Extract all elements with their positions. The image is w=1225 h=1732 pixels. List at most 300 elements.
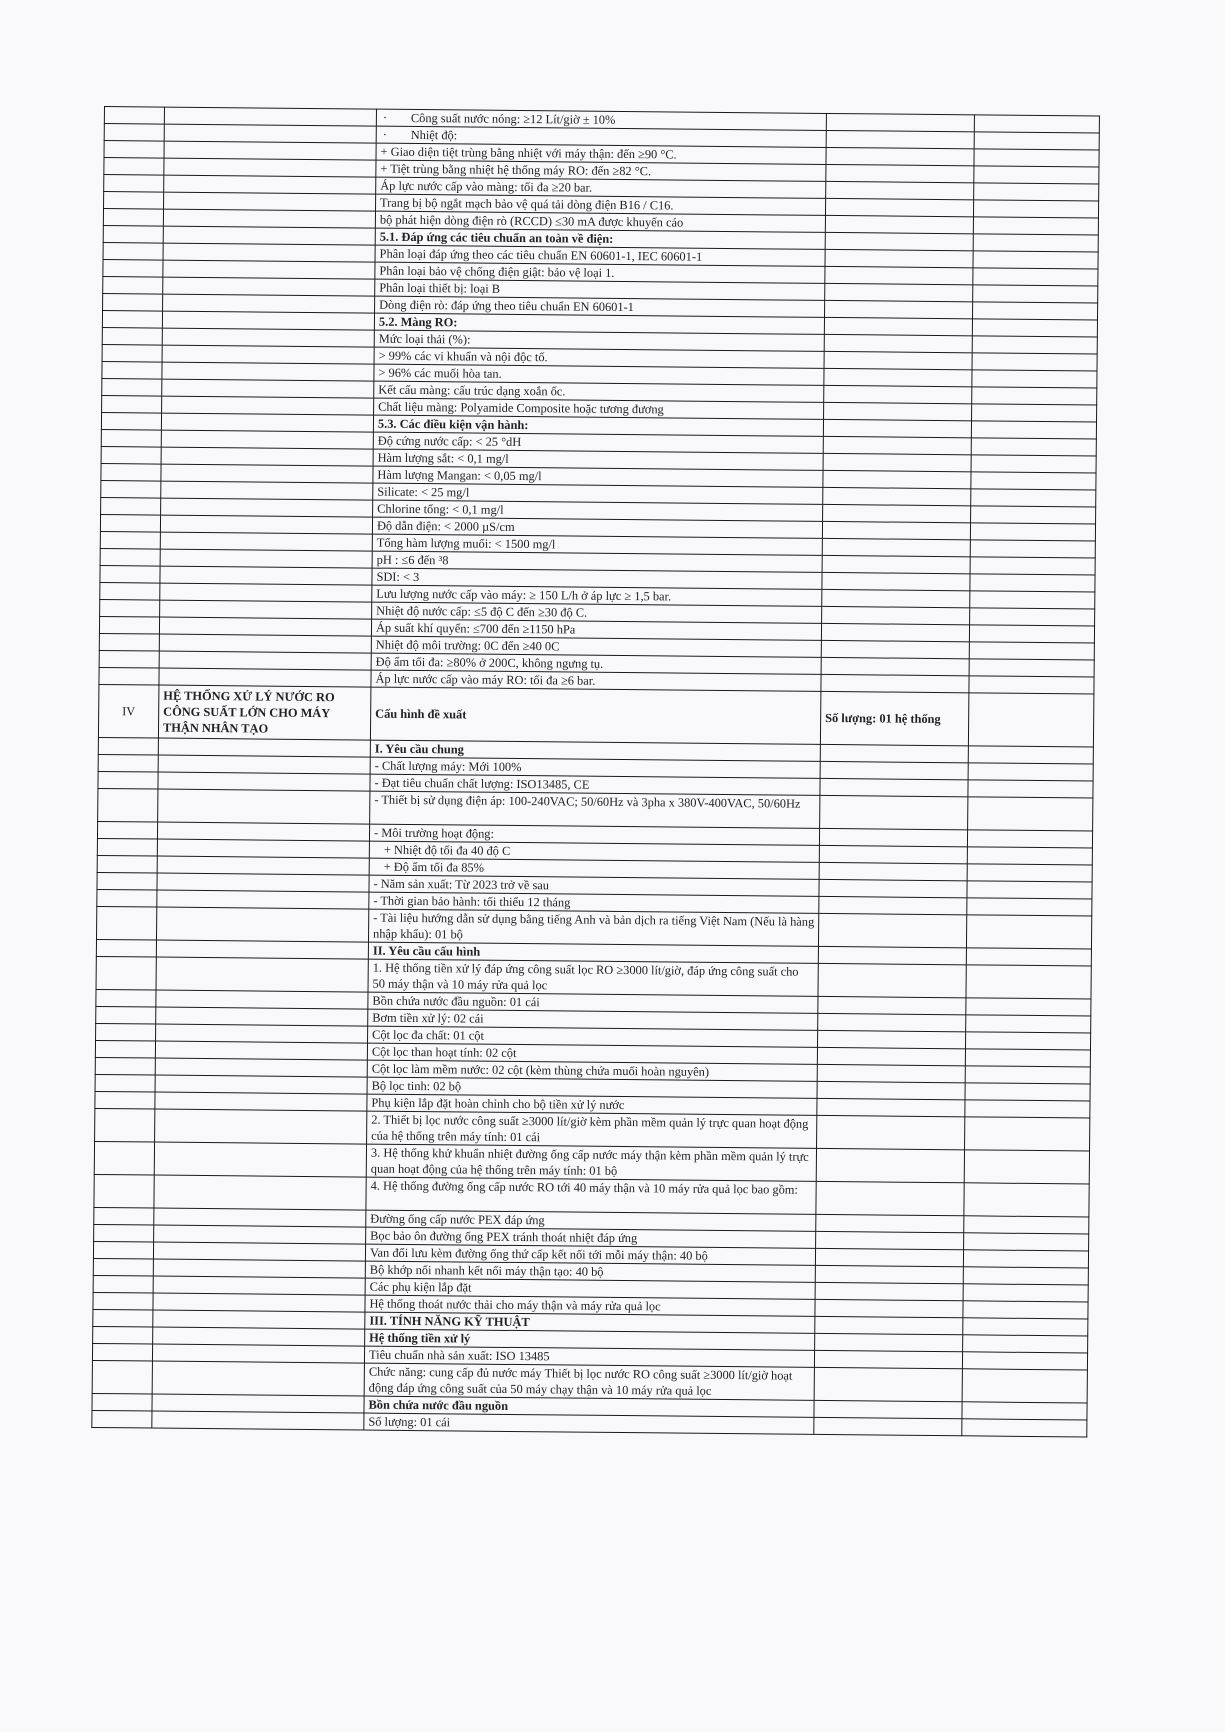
spec-cell: > 96% các muối hòa tan.: [374, 364, 824, 385]
name-cell: [158, 738, 370, 757]
name-cell: [160, 532, 372, 551]
spec-cell: 3. Hệ thống khử khuẩn nhiệt đường ống cấp nước máy thận kèm phần mềm quản lý trực quan hoạt động của hệ thống trên máy tính: 01 bộ: [366, 1144, 816, 1181]
qty-cell: [825, 249, 973, 267]
qty-cell: [823, 487, 971, 505]
name-cell: [152, 1344, 364, 1363]
extra-cell: [968, 763, 1093, 781]
spec-cell: Hệ thống tiền xử lý: [365, 1329, 815, 1350]
spec-cell: Tiêu chuẩn nhà sản xuất: ISO 13485: [364, 1346, 814, 1367]
extra-cell: [963, 1335, 1088, 1353]
qty-cell: [816, 1231, 964, 1249]
qty-cell: [818, 946, 966, 964]
spec-cell: Áp lực nước cấp vào máy RO: tối đa ≥6 bar.: [371, 670, 821, 691]
spec-cell: Tổng hàm lượng muối: < 1500 mg/l: [372, 534, 822, 555]
name-cell: [157, 856, 369, 875]
qty-cell: [817, 1064, 965, 1082]
spec-cell: Dòng điện rò: đáp ứng theo tiêu chuẩn EN 60601-1: [375, 296, 825, 317]
extra-cell: [973, 234, 1098, 252]
name-cell: [157, 822, 369, 841]
name-cell: [164, 124, 376, 143]
spec-cell: Độ ẩm tối đa: ≥80% ở 200C, không ngưng tụ.: [371, 653, 821, 674]
extra-cell: [971, 455, 1096, 473]
qty-cell: [824, 402, 972, 420]
name-cell: [153, 1242, 365, 1261]
no-cell: [92, 1343, 152, 1361]
spec-cell: · Công suất nước nóng: ≥12 Lít/giờ ± 10%: [376, 109, 826, 130]
no-cell: [101, 463, 161, 481]
spec-cell: Van đổi lưu kèm đường ống thứ cấp kết nối tới mỗi máy thận: 40 bộ: [365, 1244, 815, 1265]
no-cell: [104, 141, 164, 159]
no-cell: [101, 446, 161, 464]
name-cell: [160, 583, 372, 602]
spec-cell: SDI: < 3: [372, 568, 822, 589]
no-cell: [94, 1224, 154, 1242]
section-quantity: Số lượng: 01 hệ thống: [820, 691, 969, 745]
qty-cell: [821, 640, 969, 658]
extra-cell: [972, 353, 1097, 371]
name-cell: [157, 890, 369, 909]
no-cell: [98, 771, 158, 789]
qty-cell: [819, 896, 967, 914]
qty-cell: [824, 385, 972, 403]
no-cell: [98, 737, 158, 755]
spec-cell: Áp lực nước cấp vào màng: tối đa ≥20 bar.: [376, 177, 826, 198]
extra-cell: [970, 557, 1095, 575]
extra-cell: [971, 421, 1096, 439]
qty-cell: [826, 181, 974, 199]
no-cell: [101, 497, 161, 515]
no-cell: [97, 872, 157, 890]
extra-cell: [969, 676, 1094, 694]
spec-cell: Cột lọc đa chất: 01 cột: [368, 1026, 818, 1047]
spec-cell: Chất liệu màng: Polyamide Composite hoặc tương đương: [374, 398, 824, 419]
name-cell: [153, 1293, 365, 1312]
name-cell: [154, 1225, 366, 1244]
spec-cell: + Độ ẩm tối đa 85%: [369, 858, 819, 879]
spec-cell: Số lượng: 01 cái: [364, 1413, 814, 1434]
spec-cell: - Tài liệu hướng dẫn sử dụng bằng tiếng Anh và bản dịch ra tiếng Việt Nam (Nếu là hàng nhập khẩu): 01 bộ: [368, 909, 818, 946]
no-cell: [103, 276, 163, 294]
qty-cell: [825, 198, 973, 216]
name-cell: [156, 957, 368, 992]
qty-cell: [821, 657, 969, 675]
qty-cell: [820, 744, 968, 762]
no-cell: [99, 633, 159, 651]
extra-cell: [971, 472, 1096, 490]
spec-table: [91, 106, 1100, 1437]
qty-cell: [822, 538, 970, 556]
spec-cell: - Môi trường hoạt động:: [369, 824, 819, 845]
name-cell: [161, 447, 373, 466]
extra-cell: [967, 847, 1092, 865]
name-cell: [153, 1327, 365, 1346]
extra-cell: [973, 217, 1098, 235]
no-cell: [100, 548, 160, 566]
spec-cell: Hàm lượng Mangan: < 0,05 mg/l: [373, 466, 823, 487]
qty-cell: [823, 436, 971, 454]
extra-cell: [963, 1318, 1088, 1336]
extra-cell: [974, 149, 1099, 167]
no-cell: [96, 906, 156, 940]
no-cell: [99, 650, 159, 668]
qty-cell: [822, 555, 970, 573]
extra-cell: [970, 591, 1095, 609]
no-cell: [94, 1207, 154, 1225]
extra-cell: [968, 780, 1093, 798]
no-cell: [102, 378, 162, 396]
qty-cell: [825, 266, 973, 284]
spec-cell: Hệ thống thoát nước thải cho máy thận và máy rửa quả lọc: [365, 1295, 815, 1316]
qty-cell: [815, 1316, 963, 1334]
qty-cell: [817, 1081, 965, 1099]
no-cell: [101, 429, 161, 447]
no-cell: [103, 242, 163, 260]
no-cell: [92, 1410, 152, 1428]
name-cell: [163, 226, 375, 245]
name-cell: [160, 549, 372, 568]
no-cell: [93, 1258, 153, 1276]
spec-cell: Phân loại đáp ứng theo các tiêu chuẩn EN 60601-1, IEC 60601-1: [375, 245, 825, 266]
qty-cell: [825, 232, 973, 250]
qty-cell: [825, 215, 973, 233]
no-cell: [96, 956, 156, 990]
no-cell: [102, 344, 162, 362]
extra-cell: [965, 1083, 1090, 1101]
name-cell: [159, 651, 371, 670]
extra-cell: [969, 659, 1094, 677]
no-cell: [95, 1040, 155, 1058]
no-cell: [93, 1292, 153, 1310]
spec-cell: - Thiết bị sử dụng điện áp: 100-240VAC; 50/60Hz và 3pha x 380V-400VAC, 50/60Hz: [370, 791, 820, 828]
name-cell: [156, 940, 368, 959]
extra-cell: [973, 200, 1098, 218]
name-cell: [152, 1394, 364, 1413]
name-cell: [163, 260, 375, 279]
name-cell: [164, 141, 376, 160]
qty-cell: [817, 1047, 965, 1065]
qty-cell: [824, 351, 972, 369]
extra-cell: [973, 251, 1098, 269]
extra-cell: [971, 438, 1096, 456]
name-cell: [160, 566, 372, 585]
qty-cell: [819, 828, 967, 846]
qty-cell: [820, 778, 968, 796]
extra-cell: [964, 1233, 1089, 1251]
name-cell: [162, 362, 374, 381]
no-cell: [97, 838, 157, 856]
no-cell: [96, 1006, 156, 1024]
qty-cell: [815, 1333, 963, 1351]
spec-cell: Bộ khớp nối nhanh kết nối máy thận tạo: 40 bộ: [365, 1261, 815, 1282]
section-number: IV: [98, 684, 159, 738]
qty-cell: [814, 1417, 962, 1435]
no-cell: [98, 788, 158, 822]
spec-cell: Bơm tiền xử lý: 02 cái: [368, 1009, 818, 1030]
spec-cell: Phân loại thiết bị: loại B: [375, 279, 825, 300]
name-cell: [155, 1092, 367, 1111]
name-cell: [163, 294, 375, 313]
spec-cell: bộ phát hiện dòng điện rò (RCCD) ≤30 mA được khuyến cáo: [375, 211, 825, 232]
qty-cell: [824, 317, 972, 335]
qty-cell: [826, 130, 974, 148]
section-row: [98, 684, 1093, 747]
extra-cell: [963, 1250, 1088, 1268]
spec-cell: Kết cấu màng: cấu trúc dạng xoắn ốc.: [374, 381, 824, 402]
name-cell: [153, 1276, 365, 1295]
section-name: HỆ THỐNG XỬ LÝ NƯỚC RO CÔNG SUẤT LỚN CHO MÁY THẬN NHÂN TẠO: [158, 685, 370, 740]
qty-cell: [826, 113, 974, 131]
no-cell: [93, 1241, 153, 1259]
name-cell: [158, 789, 370, 824]
no-cell: [104, 192, 164, 210]
no-cell: [101, 412, 161, 430]
spec-cell: - Đạt tiêu chuẩn chất lượng: ISO13485, CE: [370, 774, 820, 795]
extra-cell: [966, 948, 1091, 966]
qty-cell: [815, 1282, 963, 1300]
spec-cell: 5.1. Đáp ứng các tiêu chuẩn an toàn về điện:: [375, 228, 825, 249]
extra-cell: [965, 1066, 1090, 1084]
spec-cell: Bồn chứa nước đầu nguồn: 01 cái: [368, 992, 818, 1013]
name-cell: [154, 1208, 366, 1227]
extra-cell: [962, 1402, 1087, 1420]
name-cell: [156, 990, 368, 1009]
no-cell: [93, 1326, 153, 1344]
name-cell: [152, 1361, 364, 1396]
section-extra: [968, 693, 1094, 747]
spec-cell: - Chất lượng máy: Mới 100%: [370, 757, 820, 778]
spec-cell: II. Yêu cầu cấu hình: [368, 942, 818, 963]
name-cell: [163, 243, 375, 262]
name-cell: [156, 1024, 368, 1043]
extra-cell: [970, 540, 1095, 558]
spec-cell: + Giao diện tiệt trùng bằng nhiệt với máy thận: đến ≥90 °C.: [376, 143, 826, 164]
no-cell: [100, 514, 160, 532]
name-cell: [162, 379, 374, 398]
no-cell: [95, 1091, 155, 1109]
name-cell: [154, 1142, 366, 1177]
extra-cell: [969, 642, 1094, 660]
name-cell: [155, 1058, 367, 1077]
no-cell: [99, 616, 159, 634]
spec-cell: Phân loại bảo vệ chống điện giật: bảo vệ loại 1.: [375, 262, 825, 283]
no-cell: [102, 327, 162, 345]
no-cell: [94, 1174, 154, 1208]
no-cell: [92, 1393, 152, 1411]
spec-cell: Mức loại thải (%):: [374, 330, 824, 351]
spec-cell: 5.2. Màng RO:: [374, 313, 824, 334]
extra-cell: [973, 285, 1098, 303]
name-cell: [152, 1411, 364, 1430]
no-cell: [97, 855, 157, 873]
no-cell: [101, 480, 161, 498]
spec-cell: Áp suất khí quyển: ≤700 đến ≥1150 hPa: [371, 619, 821, 640]
name-cell: [161, 464, 373, 483]
name-cell: [155, 1041, 367, 1060]
no-cell: [103, 293, 163, 311]
qty-cell: [817, 1098, 965, 1116]
no-cell: [100, 599, 160, 617]
no-cell: [104, 107, 164, 125]
name-cell: [153, 1259, 365, 1278]
qty-cell: [822, 572, 970, 590]
qty-cell: [816, 1214, 964, 1232]
spec-cell: - Năm sản xuất: Từ 2023 trở về sau: [369, 875, 819, 896]
spec-cell: Nhiệt độ môi trường: 0C đến ≥40 0C: [371, 636, 821, 657]
no-cell: [94, 1141, 154, 1175]
no-cell: [103, 225, 163, 243]
qty-cell: [826, 147, 974, 165]
spec-cell: 2. Thiết bị lọc nước công suất ≥3000 lít/giờ kèm phần mềm quản lý trực quan hoạt động của hệ thống trên máy tính: 01 cái: [367, 1111, 817, 1148]
no-cell: [103, 259, 163, 277]
name-cell: [162, 396, 374, 415]
name-cell: [159, 668, 371, 687]
spec-cell: + Nhiệt độ tối đa 40 độ C: [369, 841, 819, 862]
qty-cell: [820, 761, 968, 779]
extra-cell: [964, 1216, 1089, 1234]
name-cell: [155, 1109, 367, 1144]
spec-cell: Các phụ kiện lắp đặt: [365, 1278, 815, 1299]
spec-cell: Đường ống cấp nước PEX đáp ứng: [366, 1210, 816, 1231]
extra-cell: [974, 183, 1099, 201]
spec-cell: I. Yêu cầu chung: [370, 740, 820, 761]
extra-cell: [967, 864, 1092, 882]
name-cell: [161, 413, 373, 432]
spec-cell: Nhiệt độ nước cấp: ≤5 độ C đến ≥30 độ C.: [372, 602, 822, 623]
spec-cell: Trang bị bộ ngắt mạch bảo vệ quá tải dòng điện B16 / C16.: [376, 194, 826, 215]
spec-cell: pH : ≤6 đến ³8: [372, 551, 822, 572]
extra-cell: [964, 1150, 1089, 1184]
qty-cell: [815, 1248, 963, 1266]
name-cell: [160, 515, 372, 534]
qty-cell: [814, 1367, 962, 1401]
name-cell: [164, 158, 376, 177]
name-cell: [157, 873, 369, 892]
qty-cell: [824, 368, 972, 386]
spec-cell: 5.3. Các điều kiện vận hành:: [373, 415, 823, 436]
no-cell: [96, 1023, 156, 1041]
extra-cell: [962, 1352, 1087, 1370]
no-cell: [103, 209, 163, 227]
config-header: Cấu hình đề xuất: [370, 687, 820, 744]
qty-cell: [821, 674, 969, 692]
extra-cell: [963, 1301, 1088, 1319]
qty-cell: [822, 521, 970, 539]
name-cell: [163, 277, 375, 296]
extra-cell: [966, 965, 1091, 999]
spec-cell: Phụ kiện lắp đặt hoàn chỉnh cho bộ tiền xử lý nước: [367, 1094, 817, 1115]
qty-cell: [823, 504, 971, 522]
no-cell: [93, 1275, 153, 1293]
extra-cell: [963, 1284, 1088, 1302]
name-cell: [158, 772, 370, 791]
no-cell: [99, 667, 159, 685]
qty-cell: [820, 795, 968, 829]
qty-cell: [816, 1181, 964, 1215]
qty-cell: [825, 300, 973, 318]
extra-cell: [973, 268, 1098, 286]
extra-cell: [965, 1032, 1090, 1050]
extra-cell: [972, 387, 1097, 405]
qty-cell: [819, 862, 967, 880]
name-cell: [157, 839, 369, 858]
no-cell: [97, 889, 157, 907]
no-cell: [102, 361, 162, 379]
qty-cell: [824, 334, 972, 352]
spec-cell: Bọc bảo ôn đường ống PEX tránh thoát nhiệt đáp ứng: [366, 1227, 816, 1248]
extra-cell: [970, 574, 1095, 592]
extra-cell: [965, 1100, 1090, 1118]
name-cell: [159, 617, 371, 636]
name-cell: [162, 328, 374, 347]
extra-cell: [972, 336, 1097, 354]
extra-cell: [971, 506, 1096, 524]
qty-cell: [815, 1265, 963, 1283]
qty-cell: [822, 589, 970, 607]
no-cell: [102, 310, 162, 328]
name-cell: [164, 192, 376, 211]
name-cell: [160, 600, 372, 619]
extra-cell: [972, 302, 1097, 320]
qty-cell: [825, 283, 973, 301]
no-cell: [92, 1360, 152, 1394]
spec-cell: Silicate: < 25 mg/l: [373, 483, 823, 504]
no-cell: [95, 1074, 155, 1092]
qty-cell: [816, 1148, 964, 1182]
name-cell: [156, 1007, 368, 1026]
extra-cell: [965, 1117, 1090, 1151]
extra-cell: [972, 370, 1097, 388]
qty-cell: [818, 913, 966, 947]
extra-cell: [971, 489, 1096, 507]
extra-cell: [966, 915, 1091, 949]
qty-cell: [818, 1013, 966, 1031]
extra-cell: [972, 404, 1097, 422]
spec-cell: Chlorine tổng: < 0,1 mg/l: [373, 500, 823, 521]
spec-table-body: [92, 107, 1100, 1437]
qty-cell: [814, 1350, 962, 1368]
name-cell: [163, 209, 375, 228]
extra-cell: [967, 898, 1092, 916]
no-cell: [104, 124, 164, 142]
no-cell: [98, 754, 158, 772]
no-cell: [104, 175, 164, 193]
qty-cell: [821, 623, 969, 641]
qty-cell: [817, 1030, 965, 1048]
name-cell: [158, 755, 370, 774]
qty-cell: [826, 164, 974, 182]
qty-cell: [819, 845, 967, 863]
extra-cell: [968, 797, 1093, 831]
no-cell: [100, 582, 160, 600]
no-cell: [97, 821, 157, 839]
extra-cell: [974, 166, 1099, 184]
name-cell: [161, 481, 373, 500]
name-cell: [164, 107, 376, 126]
spec-cell: · Nhiệt độ:: [376, 126, 826, 147]
spec-cell: Chức năng: cung cấp đủ nước máy Thiết bị lọc nước RO công suất ≥3000 lít/giờ hoạt động đáp ứng công suất của 50 máy chạy thận và 10 máy rửa quả lọc: [364, 1363, 814, 1400]
qty-cell: [818, 963, 966, 997]
no-cell: [95, 1108, 155, 1142]
qty-cell: [815, 1299, 963, 1317]
extra-cell: [962, 1419, 1087, 1437]
qty-cell: [817, 1115, 965, 1149]
spec-cell: III. TÍNH NĂNG KỸ THUẬT: [365, 1312, 815, 1333]
extra-cell: [964, 1183, 1089, 1217]
extra-cell: [968, 746, 1093, 764]
no-cell: [93, 1309, 153, 1327]
qty-cell: [819, 879, 967, 897]
extra-cell: [965, 1049, 1090, 1067]
